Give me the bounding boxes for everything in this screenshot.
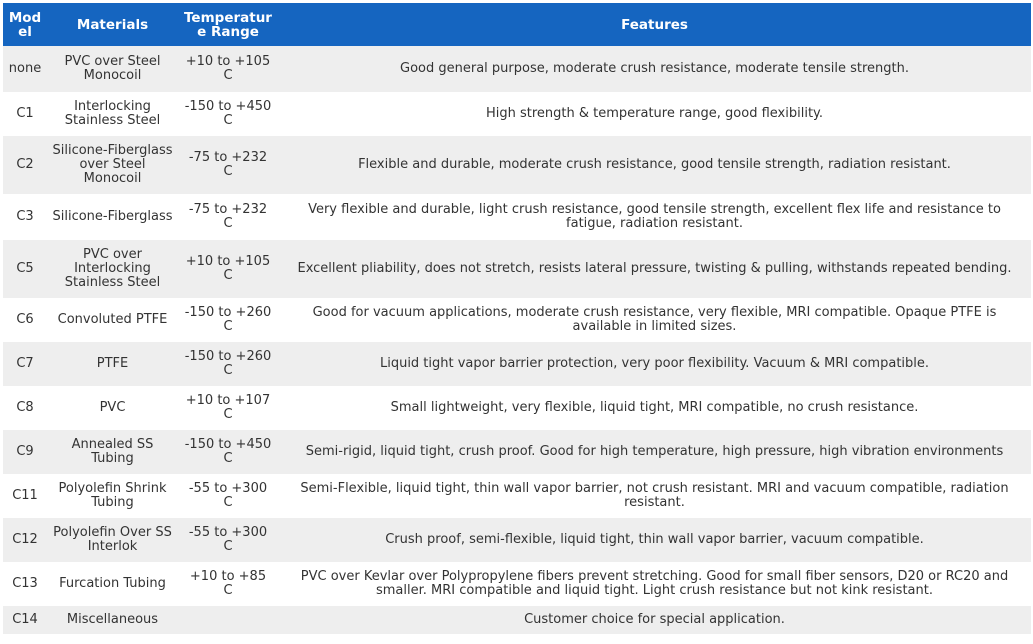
cell-temperature: -150 to +260 C	[178, 342, 278, 386]
cell-temperature: +10 to +105 C	[178, 46, 278, 92]
cell-features: Crush proof, semi-flexible, liquid tight, thin wall vapor barrier, vacuum compatible.	[278, 518, 1031, 562]
cell-temperature: -75 to +232 C	[178, 136, 278, 194]
table-row	[3, 430, 1031, 474]
cell-materials: Silicone-Fiberglass over Steel Monocoil	[47, 136, 178, 194]
table-row	[3, 194, 1031, 240]
cell-materials: PVC over Interlocking Stainless Steel	[47, 240, 178, 298]
header-temperature-range: Temperature Range	[178, 3, 278, 46]
cell-features: High strength & temperature range, good flexibility.	[278, 92, 1031, 136]
cell-model: C8	[3, 386, 47, 430]
table-row	[3, 240, 1031, 298]
table-row	[3, 518, 1031, 562]
cell-model: C1	[3, 92, 47, 136]
cell-materials: Polyolefin Shrink Tubing	[47, 474, 178, 518]
cell-materials: Silicone-Fiberglass	[47, 194, 178, 240]
cell-features: Semi-rigid, liquid tight, crush proof. Good for high temperature, high pressure, high vibration environments	[278, 430, 1031, 474]
table-row	[3, 298, 1031, 342]
cell-materials: PVC over Steel Monocoil	[47, 46, 178, 92]
table-row	[3, 474, 1031, 518]
cable-options-table	[3, 3, 1031, 634]
header-model: Model	[3, 3, 47, 46]
cell-materials: Convoluted PTFE	[47, 298, 178, 342]
header-features: Features	[278, 3, 1031, 46]
cell-materials: Furcation Tubing	[47, 562, 178, 606]
cell-materials: Polyolefin Over SS Interlok	[47, 518, 178, 562]
cell-features: Small lightweight, very flexible, liquid tight, MRI compatible, no crush resistance.	[278, 386, 1031, 430]
cell-features: Semi-Flexible, liquid tight, thin wall vapor barrier, not crush resistant. MRI and vacuum compatible, radiation resistant.	[278, 474, 1031, 518]
cell-temperature: -55 to +300 C	[178, 474, 278, 518]
cell-features: Customer choice for special application.	[278, 606, 1031, 634]
cell-model: C7	[3, 342, 47, 386]
cell-temperature: +10 to +85 C	[178, 562, 278, 606]
cell-materials: Interlocking Stainless Steel	[47, 92, 178, 136]
cell-temperature: -150 to +450 C	[178, 92, 278, 136]
cell-features: Flexible and durable, moderate crush resistance, good tensile strength, radiation resistant.	[278, 136, 1031, 194]
cell-materials: PVC	[47, 386, 178, 430]
cell-materials: Miscellaneous	[47, 606, 178, 634]
cell-features: Excellent pliability, does not stretch, resists lateral pressure, twisting & pulling, withstands repeated bending.	[278, 240, 1031, 298]
cell-materials: PTFE	[47, 342, 178, 386]
table-row	[3, 562, 1031, 606]
cell-temperature: +10 to +107 C	[178, 386, 278, 430]
table-row	[3, 342, 1031, 386]
cell-features: PVC over Kevlar over Polypropylene fibers prevent stretching. Good for small fiber sensors, D20 or RC20 and smaller. MRI compatible and liquid tight. Light crush resistance but not kink resistant.	[278, 562, 1031, 606]
table-body	[3, 46, 1031, 634]
cell-features: Very flexible and durable, light crush resistance, good tensile strength, excellent flex life and resistance to fatigue, radiation resistant.	[278, 194, 1031, 240]
cell-model: none	[3, 46, 47, 92]
header-materials: Materials	[47, 3, 178, 46]
cell-temperature: -75 to +232 C	[178, 194, 278, 240]
table-row	[3, 136, 1031, 194]
table-header	[3, 3, 1031, 46]
table-row	[3, 46, 1031, 92]
table-row	[3, 92, 1031, 136]
cell-temperature: -55 to +300 C	[178, 518, 278, 562]
cell-model: C12	[3, 518, 47, 562]
cell-temperature: -150 to +450 C	[178, 430, 278, 474]
cell-features: Good general purpose, moderate crush resistance, moderate tensile strength.	[278, 46, 1031, 92]
cell-materials: Annealed SS Tubing	[47, 430, 178, 474]
cell-temperature: -150 to +260 C	[178, 298, 278, 342]
cell-model: C14	[3, 606, 47, 634]
cell-model: C2	[3, 136, 47, 194]
cell-model: C13	[3, 562, 47, 606]
cell-features: Good for vacuum applications, moderate crush resistance, very flexible, MRI compatible. Opaque PTFE is available in limited sizes.	[278, 298, 1031, 342]
table-container	[3, 3, 1031, 634]
cell-model: C5	[3, 240, 47, 298]
cell-model: C6	[3, 298, 47, 342]
cell-model: C3	[3, 194, 47, 240]
cell-features: Liquid tight vapor barrier protection, very poor flexibility. Vacuum & MRI compatible.	[278, 342, 1031, 386]
cell-model: C9	[3, 430, 47, 474]
table-row	[3, 606, 1031, 634]
cell-model: C11	[3, 474, 47, 518]
cell-temperature	[178, 606, 278, 634]
cell-temperature: +10 to +105 C	[178, 240, 278, 298]
table-row	[3, 386, 1031, 430]
